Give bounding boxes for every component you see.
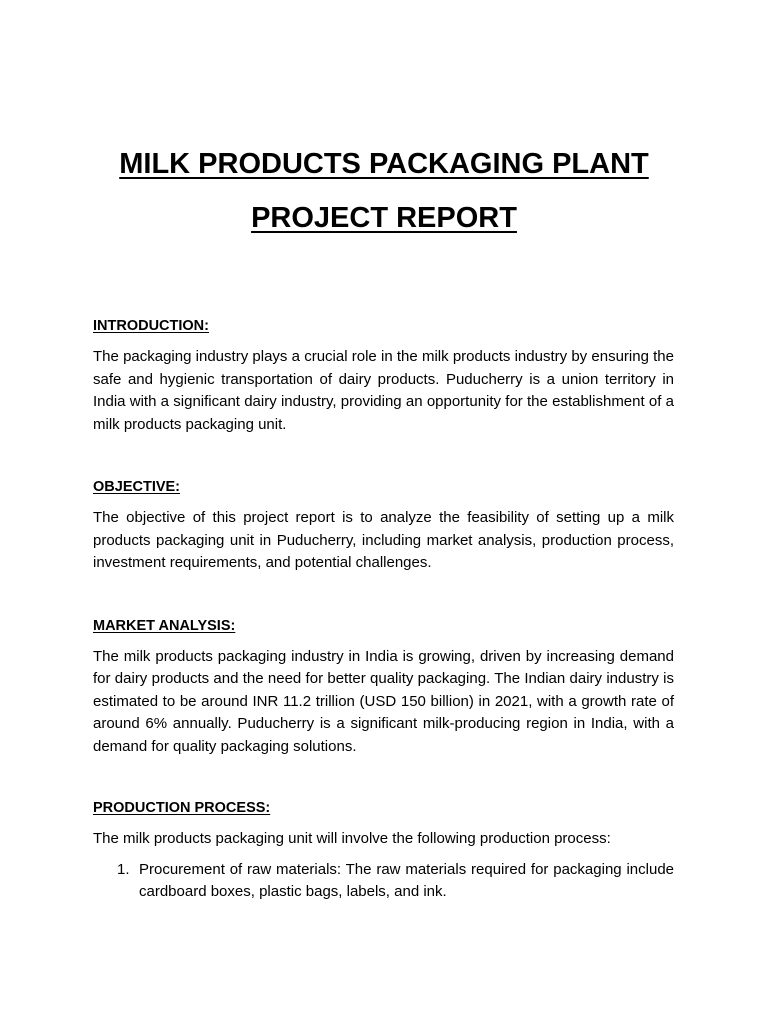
section-spacer (93, 575, 674, 616)
market-analysis-heading: MARKET ANALYSIS: (93, 617, 236, 634)
section-production-process (93, 798, 674, 904)
list-item-text: Procurement of raw materials: The raw materials required for packaging include cardboard boxes, plastic bags, labels, and ink. (139, 860, 674, 900)
document-title-line-2-text: PROJECT REPORT (251, 202, 517, 234)
section-objective (93, 477, 674, 575)
document-body (93, 316, 674, 904)
document-title-line-1-text: MILK PRODUCTS PACKAGING PLANT (119, 148, 649, 180)
production-process-paragraph: The milk products packaging unit will involve the following production process: (93, 830, 611, 847)
market-analysis-paragraph: The milk products packaging industry in India is growing, driven by increasing demand for dairy products and the need for better quality packaging. The Indian dairy industry is estimated to be around INR 11.2 trillion (USD 150 billion) in 2021, with a growth rate of around 6% annually. Puducherry is a significant milk-producing region in India, with a demand for quality packaging solutions. (93, 647, 674, 755)
introduction-paragraph: The packaging industry plays a crucial role in the milk products industry by ensuring the safe and hygienic transportation of dairy products. Puducherry is a union territory in India with a significant dairy industry, providing an opportunity for the establishment of a milk products packaging unit. (93, 348, 674, 433)
list-item-number: 1. (117, 860, 130, 878)
section-market-analysis (93, 616, 674, 759)
document-title-line-1 (0, 146, 768, 182)
introduction-heading: INTRODUCTION: (93, 318, 209, 334)
section-spacer (93, 758, 674, 798)
objective-heading: OBJECTIVE: (93, 479, 181, 495)
objective-paragraph: The objective of this project report is to analyze the feasibility of setting up a milk products packaging unit in Puducherry, including market analysis, production process, investment requirements, and potential challenges. (93, 509, 674, 571)
section-introduction (93, 316, 674, 436)
section-spacer (93, 436, 674, 477)
production-process-list (93, 859, 674, 904)
list-item (93, 859, 674, 904)
production-process-heading: PRODUCTION PROCESS: (93, 800, 271, 816)
document-title-line-2 (0, 200, 768, 236)
